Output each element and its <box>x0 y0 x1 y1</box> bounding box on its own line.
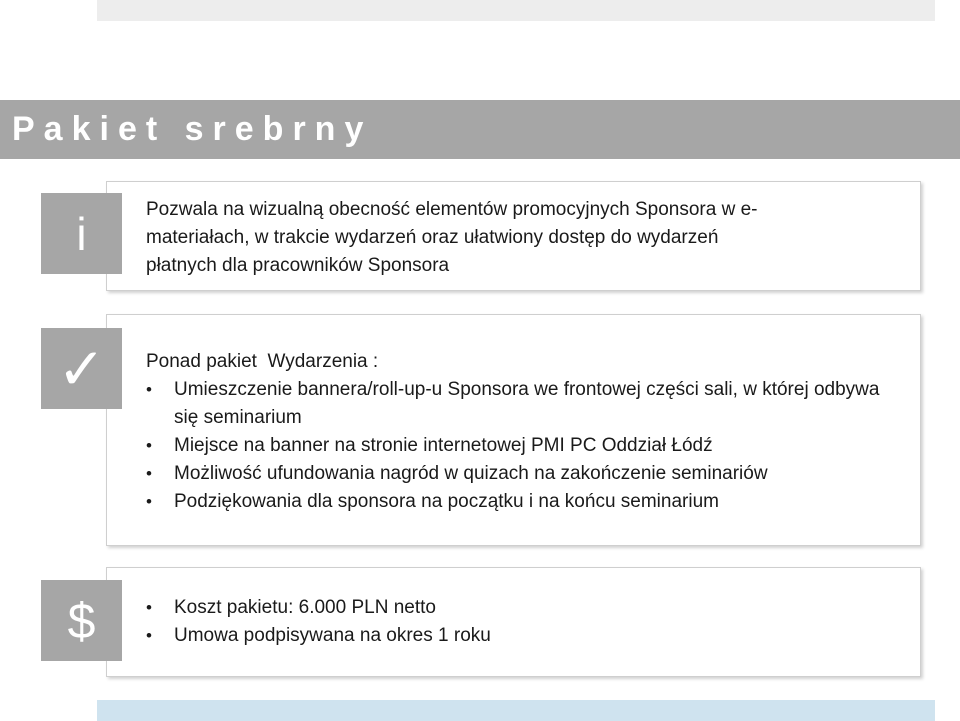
list-item: • Koszt pakietu: 6.000 PLN netto <box>146 594 906 622</box>
info-text-line: Pozwala na wizualną obecność elementów promocyjnych Sponsora w e- <box>146 199 758 220</box>
info-icon-box <box>41 193 122 274</box>
info-text <box>146 196 906 280</box>
list-item: • Podziękowania dla sponsora na początku i na końcu seminarium <box>146 488 906 516</box>
list-item: • Umowa podpisywana na okres 1 roku <box>146 622 906 650</box>
top-decor-strip <box>97 0 935 21</box>
benefits-list <box>146 376 906 516</box>
list-item: • Możliwość ufundowania nagród w quizach na zakończenie seminariów <box>146 460 906 488</box>
benefits-intro: Ponad pakiet Wydarzenia : <box>146 351 379 372</box>
check-icon-box <box>41 328 122 409</box>
info-text-line: płatnych dla pracowników Sponsora <box>146 255 450 276</box>
list-item: • Miejsce na banner na stronie internetowej PMI PC Oddział Łódź <box>146 432 906 460</box>
cost-list <box>146 594 906 650</box>
dollar-icon-box <box>41 580 122 661</box>
check-icon: ✓ <box>57 336 106 402</box>
benefits-text <box>146 348 906 516</box>
bottom-decor-strip <box>97 700 935 721</box>
info-text-line: materiałach, w trakcie wydarzeń oraz ułatwiony dostęp do wydarzeń <box>146 227 719 248</box>
list-item: • Umieszczenie bannera/roll-up-u Sponsora we frontowej części sali, w której odbywa się seminarium <box>146 376 906 432</box>
title-bar <box>0 100 960 159</box>
info-icon: i <box>76 207 87 260</box>
dollar-icon: $ <box>67 592 96 649</box>
cost-text <box>146 594 906 650</box>
page-title: Pakiet srebrny <box>12 110 373 148</box>
